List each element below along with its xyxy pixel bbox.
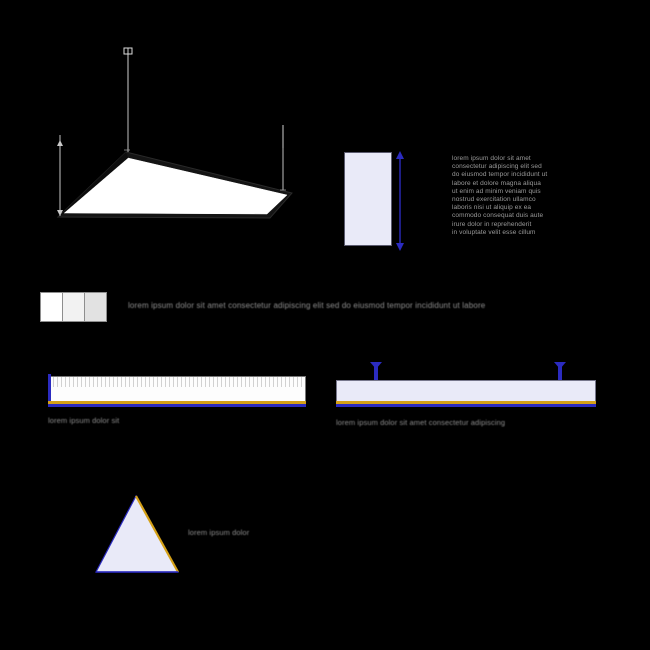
triangle-face — [96, 496, 178, 572]
side-elevation-face — [344, 152, 392, 246]
spec-line: irure dolor in reprehenderit — [452, 220, 532, 228]
section-a-left-edge — [48, 374, 51, 404]
spec-line: laboris nisi ut aliquip ex ea — [452, 204, 532, 212]
swatch-3 — [84, 292, 107, 322]
spec-line: labore et dolore magna aliqua — [452, 179, 541, 187]
spec-line: lorem ipsum dolor sit amet — [452, 155, 531, 162]
spec-line: consectetur adipiscing elit sed — [452, 163, 542, 171]
suspension-cable-left — [124, 48, 132, 90]
section-a-hatch — [49, 377, 305, 387]
section-a-bottom-edge — [48, 404, 306, 407]
side-elevation-drawing — [340, 148, 410, 258]
section-b-body — [336, 380, 596, 402]
triangle-caption: lorem ipsum dolor — [188, 528, 250, 537]
spec-line: do eiusmod tempor incididunt ut — [452, 171, 548, 179]
section-detail-a — [48, 370, 312, 430]
swatch-1 — [40, 292, 63, 322]
spec-line: commodo consequat duis aute — [452, 212, 544, 220]
spec-line: ut enim ad minim veniam quis — [452, 187, 541, 195]
finish-swatch-row — [40, 292, 110, 326]
swatch-2 — [62, 292, 85, 322]
panel-perspective-drawing — [30, 30, 320, 250]
spec-line: nostrud exercitation ullamco — [452, 196, 536, 204]
height-dimension-arrow — [57, 140, 63, 216]
specification-text-block — [452, 155, 612, 237]
section-b-bottom-edge — [336, 404, 596, 407]
section-a-caption: lorem ipsum dolor sit — [48, 416, 120, 425]
swatch-caption: lorem ipsum dolor sit amet consectetur adipiscing elit sed do eiusmod tempor incididunt ut labore — [128, 301, 486, 310]
section-b-caption: lorem ipsum dolor sit amet consectetur adipiscing — [336, 418, 506, 427]
side-elevation-dimension — [394, 148, 410, 258]
triangle-detail-drawing — [96, 492, 336, 582]
section-detail-b — [336, 362, 604, 432]
spec-line: in voluptate velit esse cillum — [452, 228, 536, 236]
